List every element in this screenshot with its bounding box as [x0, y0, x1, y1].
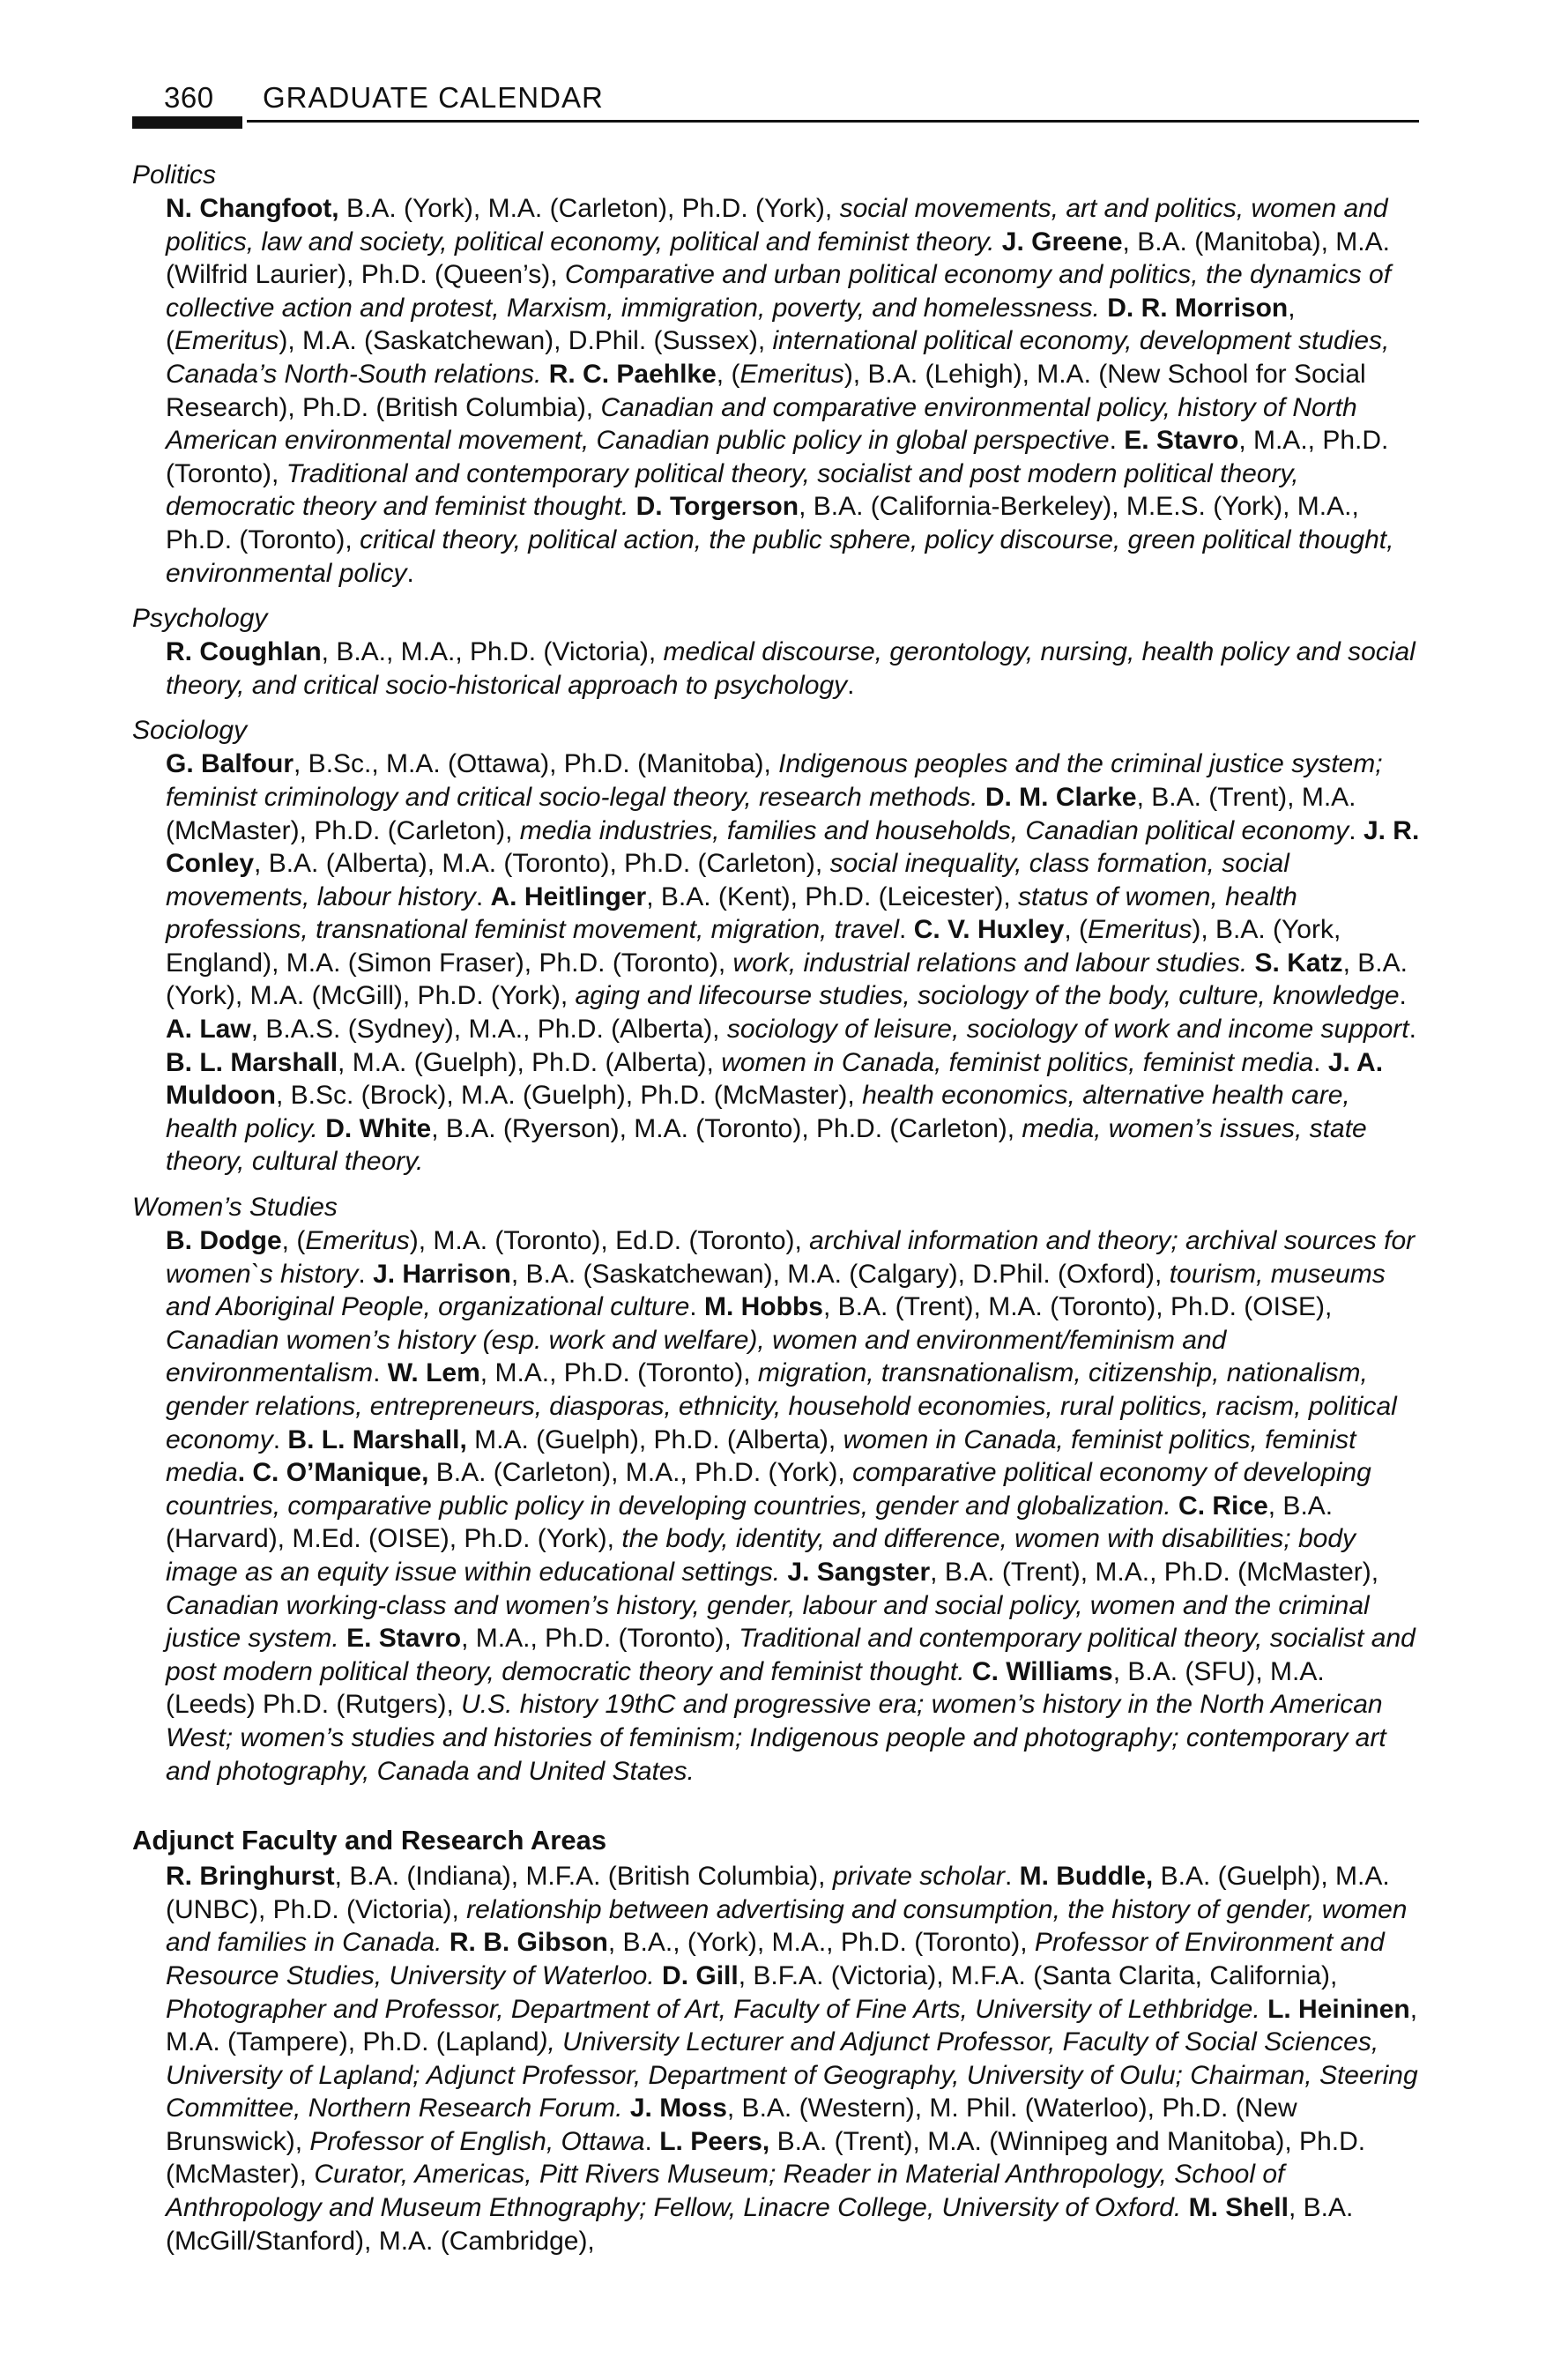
faculty-name: S. Katz	[1254, 948, 1343, 978]
credentials: .	[475, 881, 491, 911]
credentials	[1171, 1491, 1178, 1521]
credentials: , B.F.A. (Victoria), M.F.A. (Santa Clarita, California),	[738, 1960, 1338, 1990]
faculty-name: J. R. Conley	[166, 815, 1420, 879]
credentials: , B.A. (Ryerson), M.A. (Toronto), Ph.D. (Carleton),	[431, 1113, 1022, 1143]
faculty-name: C. Williams	[971, 1656, 1113, 1686]
credentials	[1247, 948, 1254, 978]
credentials	[541, 360, 548, 389]
research-areas: private scholar	[832, 1862, 1005, 1892]
credentials: , M.A. (Guelph), Ph.D. (Alberta),	[338, 1047, 722, 1077]
credentials: , (	[166, 293, 1296, 356]
faculty-name: D. R. Morrison	[1107, 293, 1289, 323]
credentials: .	[373, 1358, 388, 1388]
research-areas: comparative political economy of developing countries, comparative public policy in developing countries, gender and globalization.	[166, 1458, 1371, 1521]
research-areas: work, industrial relations and labour studies.	[732, 948, 1248, 978]
research-areas: international political economy, development studies, Canada’s North-South relations.	[166, 326, 1390, 389]
credentials	[628, 492, 635, 521]
research-areas: media industries, families and households, Canadian political economy	[519, 815, 1349, 845]
faculty-name: G. Balfour	[166, 749, 294, 779]
research-areas: media, women’s issues, state theory, cultural theory.	[166, 1113, 1367, 1177]
credentials: B.A. (York), M.A. (Carleton), Ph.D. (York),	[338, 194, 840, 223]
credentials: , B.A. (Trent), M.A., Ph.D. (McMaster),	[930, 1557, 1379, 1587]
faculty-name: A. Heitlinger	[490, 881, 647, 911]
faculty-name: R. Bringhurst	[166, 1862, 335, 1892]
research-areas: Emeritus	[739, 359, 844, 389]
credentials: , B.A.S. (Sydney), M.A., Ph.D. (Alberta),	[250, 1015, 727, 1045]
research-areas: ), University Lecturer and Adjunct Professor, Faculty of Social Sciences, University of Lapland; Adjunct Professor, Department of Geography, University of Oulu; Chairman, Steering Committee, Northern Research Forum.	[166, 2027, 1418, 2123]
credentials: .	[1004, 1862, 1020, 1892]
credentials	[1100, 294, 1107, 323]
research-areas: archival information and theory; archival sources for women`s history	[166, 1226, 1416, 1289]
credentials: .	[1399, 981, 1407, 1011]
credentials: ), M.A. (Toronto), Ed.D. (Toronto),	[409, 1226, 810, 1256]
faculty-name: D. Torgerson	[635, 492, 799, 522]
research-areas: status of women, health professions, transnational feminist movement, migration, travel	[166, 881, 1297, 945]
research-areas: Traditional and contemporary political theory, socialist and post modern political theory, democratic theory and feminist thought.	[166, 458, 1299, 522]
faculty-name: J. Greene	[1001, 227, 1123, 257]
faculty-name: B. Dodge	[166, 1226, 282, 1256]
credentials: .	[644, 2126, 660, 2156]
section-entries	[166, 747, 1421, 1179]
section-womens-studies	[132, 1191, 1421, 1788]
credentials: , (	[1064, 915, 1089, 945]
credentials: .	[847, 670, 855, 700]
research-areas: aging and lifecourse studies, sociology of the body, culture, knowledge	[575, 981, 1400, 1011]
research-areas: Emeritus	[305, 1226, 410, 1256]
credentials: , B.Sc. (Brock), M.A. (Guelph), Ph.D. (McMaster),	[275, 1081, 863, 1111]
credentials: .	[358, 1259, 374, 1289]
running-title: GRADUATE CALENDAR	[263, 81, 604, 114]
credentials: , B.A. (Manitoba), M.A. (Wilfrid Laurier), Ph.D. (Queen’s),	[166, 227, 1390, 290]
credentials	[965, 1657, 972, 1686]
credentials	[623, 2094, 630, 2123]
faculty-name: J. Sangster	[787, 1557, 931, 1587]
research-areas: Professor of Environment and Resource Studies, University of Waterloo.	[166, 1928, 1385, 1990]
research-areas: sociology of leisure, sociology of work and income support	[726, 1015, 1409, 1045]
faculty-name: W. Lem	[387, 1358, 480, 1388]
section-entries	[166, 192, 1421, 590]
faculty-listing	[132, 159, 1421, 2257]
faculty-name: . C. O’Manique,	[237, 1458, 429, 1488]
faculty-name: A. Law	[166, 1015, 251, 1045]
faculty-name: L. Heininen	[1267, 1994, 1410, 2024]
credentials: , B.A. (Western), M. Phil. (Waterloo), Ph.D. (New Brunswick),	[166, 2094, 1297, 2156]
faculty-name: J. Moss	[629, 2094, 727, 2123]
credentials: .	[272, 1424, 288, 1454]
header-rule	[247, 120, 1419, 123]
faculty-name: M. Shell	[1188, 2193, 1289, 2223]
credentials: , B.A. (Harvard), M.Ed. (OISE), Ph.D. (York),	[166, 1491, 1334, 1554]
page-number: 360	[164, 81, 214, 114]
credentials: .	[1349, 815, 1364, 845]
section-label: Psychology	[132, 604, 268, 634]
credentials: , (	[716, 359, 740, 389]
faculty-name: J. A. Muldoon	[166, 1047, 1384, 1111]
credentials	[318, 1114, 325, 1143]
credentials: , B.A. (Indiana), M.F.A. (British Columbia),	[334, 1862, 833, 1892]
research-areas: women in Canada, feminist politics, feminist media	[721, 1047, 1314, 1077]
faculty-name: E. Stavro	[346, 1624, 462, 1654]
faculty-name: B. L. Marshall,	[287, 1424, 467, 1454]
header-accent-bar	[132, 116, 242, 129]
credentials: .	[899, 915, 914, 945]
credentials	[339, 1624, 346, 1653]
faculty-name: C. Rice	[1178, 1491, 1268, 1521]
research-areas: relationship between advertising and consumption, the history of gender, women and families in Canada.	[166, 1894, 1408, 1958]
research-areas: Indigenous peoples and the criminal justice system; feminist criminology and critical socio-legal theory, research methods.	[166, 749, 1383, 812]
credentials	[442, 1928, 450, 1957]
research-areas: Traditional and contemporary political theory, socialist and post modern political theory, democratic theory and feminist thought.	[166, 1624, 1416, 1686]
faculty-name: C. V. Huxley	[913, 915, 1065, 945]
credentials: , B.A. (Kent), Ph.D. (Leicester),	[646, 881, 1018, 911]
adjunct-heading: Adjunct Faculty and Research Areas	[132, 1825, 607, 1856]
faculty-name: B. L. Marshall	[166, 1047, 338, 1077]
credentials: , B.A. (Trent), M.A. (Toronto), Ph.D. (OISE),	[822, 1292, 1333, 1322]
research-areas: Comparative and urban political economy and politics, the dynamics of collective action and protest, Marxism, immigration, poverty, and homelessness.	[166, 260, 1392, 323]
credentials: B.A. (Carleton), M.A., Ph.D. (York),	[428, 1458, 853, 1488]
research-areas: Canadian working-class and women’s history, gender, labour and social policy, women and the criminal justice system.	[166, 1590, 1370, 1654]
credentials: , B.A. (SFU), M.A. (Leeds) Ph.D. (Rutgers),	[166, 1656, 1325, 1720]
credentials: .	[406, 558, 414, 588]
faculty-name: E. Stavro	[1124, 426, 1239, 456]
faculty-name: M. Buddle,	[1019, 1862, 1154, 1892]
section-politics	[132, 159, 1421, 590]
research-areas: critical theory, political action, the public sphere, policy discourse, green political thought, environmental policy	[166, 524, 1394, 588]
research-areas: Photographer and Professor, Department of Art, Faculty of Fine Arts, University of Lethbridge.	[166, 1994, 1260, 2024]
research-areas: health economics, alternative health care, health policy.	[166, 1081, 1350, 1143]
faculty-name: D. White	[325, 1113, 432, 1143]
credentials: .	[1109, 426, 1125, 456]
credentials	[978, 783, 985, 812]
section-entries	[166, 636, 1421, 702]
credentials: , B.A. (Trent), M.A. (McMaster), Ph.D. (Carleton),	[166, 782, 1356, 845]
faculty-name: R. C. Paehlke	[548, 359, 717, 389]
credentials: , B.A., (York), M.A., Ph.D. (Toronto),	[607, 1928, 1035, 1958]
credentials: B.A. (Guelph), M.A. (UNBC), Ph.D. (Victoria),	[166, 1862, 1390, 1924]
credentials: M.A. (Guelph), Ph.D. (Alberta),	[466, 1424, 843, 1454]
faculty-name: D. M. Clarke	[985, 782, 1137, 812]
research-areas: U.S. history 19thC and progressive era; women’s history in the North American West; women’s studies and histories of feminism; Indigenous people and photography; contemporary art and photography, Canada and United States.	[166, 1690, 1386, 1786]
faculty-name: D. Gill	[662, 1960, 739, 1990]
credentials: , B.A. (York), M.A. (McGill), Ph.D. (York),	[166, 948, 1408, 1011]
credentials: , (	[281, 1226, 306, 1256]
section-label: Politics	[132, 160, 217, 190]
credentials: , M.A., Ph.D. (Toronto),	[479, 1358, 758, 1388]
credentials: ), B.A. (Lehigh), M.A. (New School for Social Research), Ph.D. (British Columbia),	[166, 359, 1366, 422]
research-areas: medical discourse, gerontology, nursing, health policy and social theory, and critical socio-historical approach to psychology	[166, 637, 1416, 700]
credentials	[1260, 1995, 1267, 2024]
faculty-name: R. B. Gibson	[449, 1928, 608, 1958]
research-areas: tourism, museums and Aboriginal People, organizational culture	[166, 1259, 1386, 1322]
page-header	[132, 81, 1419, 130]
research-areas: Curator, Americas, Pitt Rivers Museum; Reader in Material Anthropology, School of Anthropology and Museum Ethnography; Fellow, Linacre College, University of Oxford.	[166, 2160, 1285, 2223]
faculty-name: M. Hobbs	[703, 1292, 823, 1322]
adjunct-entries	[166, 1860, 1421, 2257]
section-sociology	[132, 714, 1421, 1179]
research-areas: social inequality, class formation, social movements, labour history	[166, 849, 1289, 911]
credentials	[994, 227, 1001, 257]
research-areas: social movements, art and politics, women and politics, law and society, political economy, political and feminist theory.	[166, 194, 1388, 257]
credentials: , M.A., Ph.D. (Toronto),	[461, 1624, 739, 1654]
credentials: , M.A., Ph.D. (Toronto),	[166, 426, 1389, 488]
credentials: B.A. (Trent), M.A. (Winnipeg and Manitoba), Ph.D. (McMaster),	[166, 2126, 1366, 2190]
credentials: .	[689, 1292, 704, 1322]
credentials: ), B.A. (York, England), M.A. (Simon Fraser), Ph.D. (Toronto),	[166, 915, 1341, 978]
credentials: , B.A. (McGill/Stanford), M.A. (Cambridge),	[166, 2193, 1354, 2256]
section-label: Women’s Studies	[132, 1193, 338, 1223]
faculty-name: R. Coughlan	[166, 637, 322, 667]
credentials: , M.A. (Tampere), Ph.D. (Lapland	[166, 1994, 1418, 2057]
credentials: , B.Sc., M.A. (Ottawa), Ph.D. (Manitoba),	[294, 749, 779, 779]
research-areas: women in Canada, feminist politics, feminist media	[166, 1424, 1356, 1488]
section-psychology	[132, 602, 1421, 702]
section-entries	[166, 1224, 1421, 1788]
research-areas: Emeritus	[1088, 915, 1193, 945]
credentials: .	[1408, 1015, 1416, 1045]
faculty-name: J. Harrison	[373, 1259, 511, 1289]
research-areas: Professor of English, Ottawa	[309, 2126, 645, 2156]
credentials	[1181, 2193, 1188, 2222]
credentials: , B.A. (Alberta), M.A. (Toronto), Ph.D. (Carleton),	[254, 849, 830, 879]
credentials: .	[1313, 1047, 1328, 1077]
section-label: Sociology	[132, 716, 248, 746]
credentials: ), M.A. (Saskatchewan), D.Phil. (Sussex),	[279, 326, 773, 356]
credentials: , B.A., M.A., Ph.D. (Victoria),	[321, 637, 664, 667]
credentials: , B.A. (California-Berkeley), M.E.S. (York), M.A., Ph.D. (Toronto),	[166, 492, 1359, 554]
faculty-name: N. Changfoot,	[166, 194, 339, 223]
research-areas: Canadian women’s history (esp. work and welfare), women and environment/feminism and environmentalism	[166, 1325, 1227, 1388]
research-areas: Emeritus	[175, 326, 279, 356]
credentials: , B.A. (Saskatchewan), M.A. (Calgary), D.Phil. (Oxford),	[510, 1259, 1170, 1289]
faculty-name: L. Peers,	[659, 2126, 770, 2156]
credentials	[655, 1961, 662, 1990]
research-areas: the body, identity, and difference, women with disabilities; body image as an equity issue within educational settings.	[166, 1524, 1356, 1587]
research-areas: Canadian and comparative environmental policy, history of North American environmental movement, Canadian public policy in global perspective	[166, 392, 1357, 456]
research-areas: migration, transnationalism, citizenship, nationalism, gender relations, entrepreneurs, diasporas, ethnicity, household economies, rural politics, racism, political economy	[166, 1358, 1397, 1454]
